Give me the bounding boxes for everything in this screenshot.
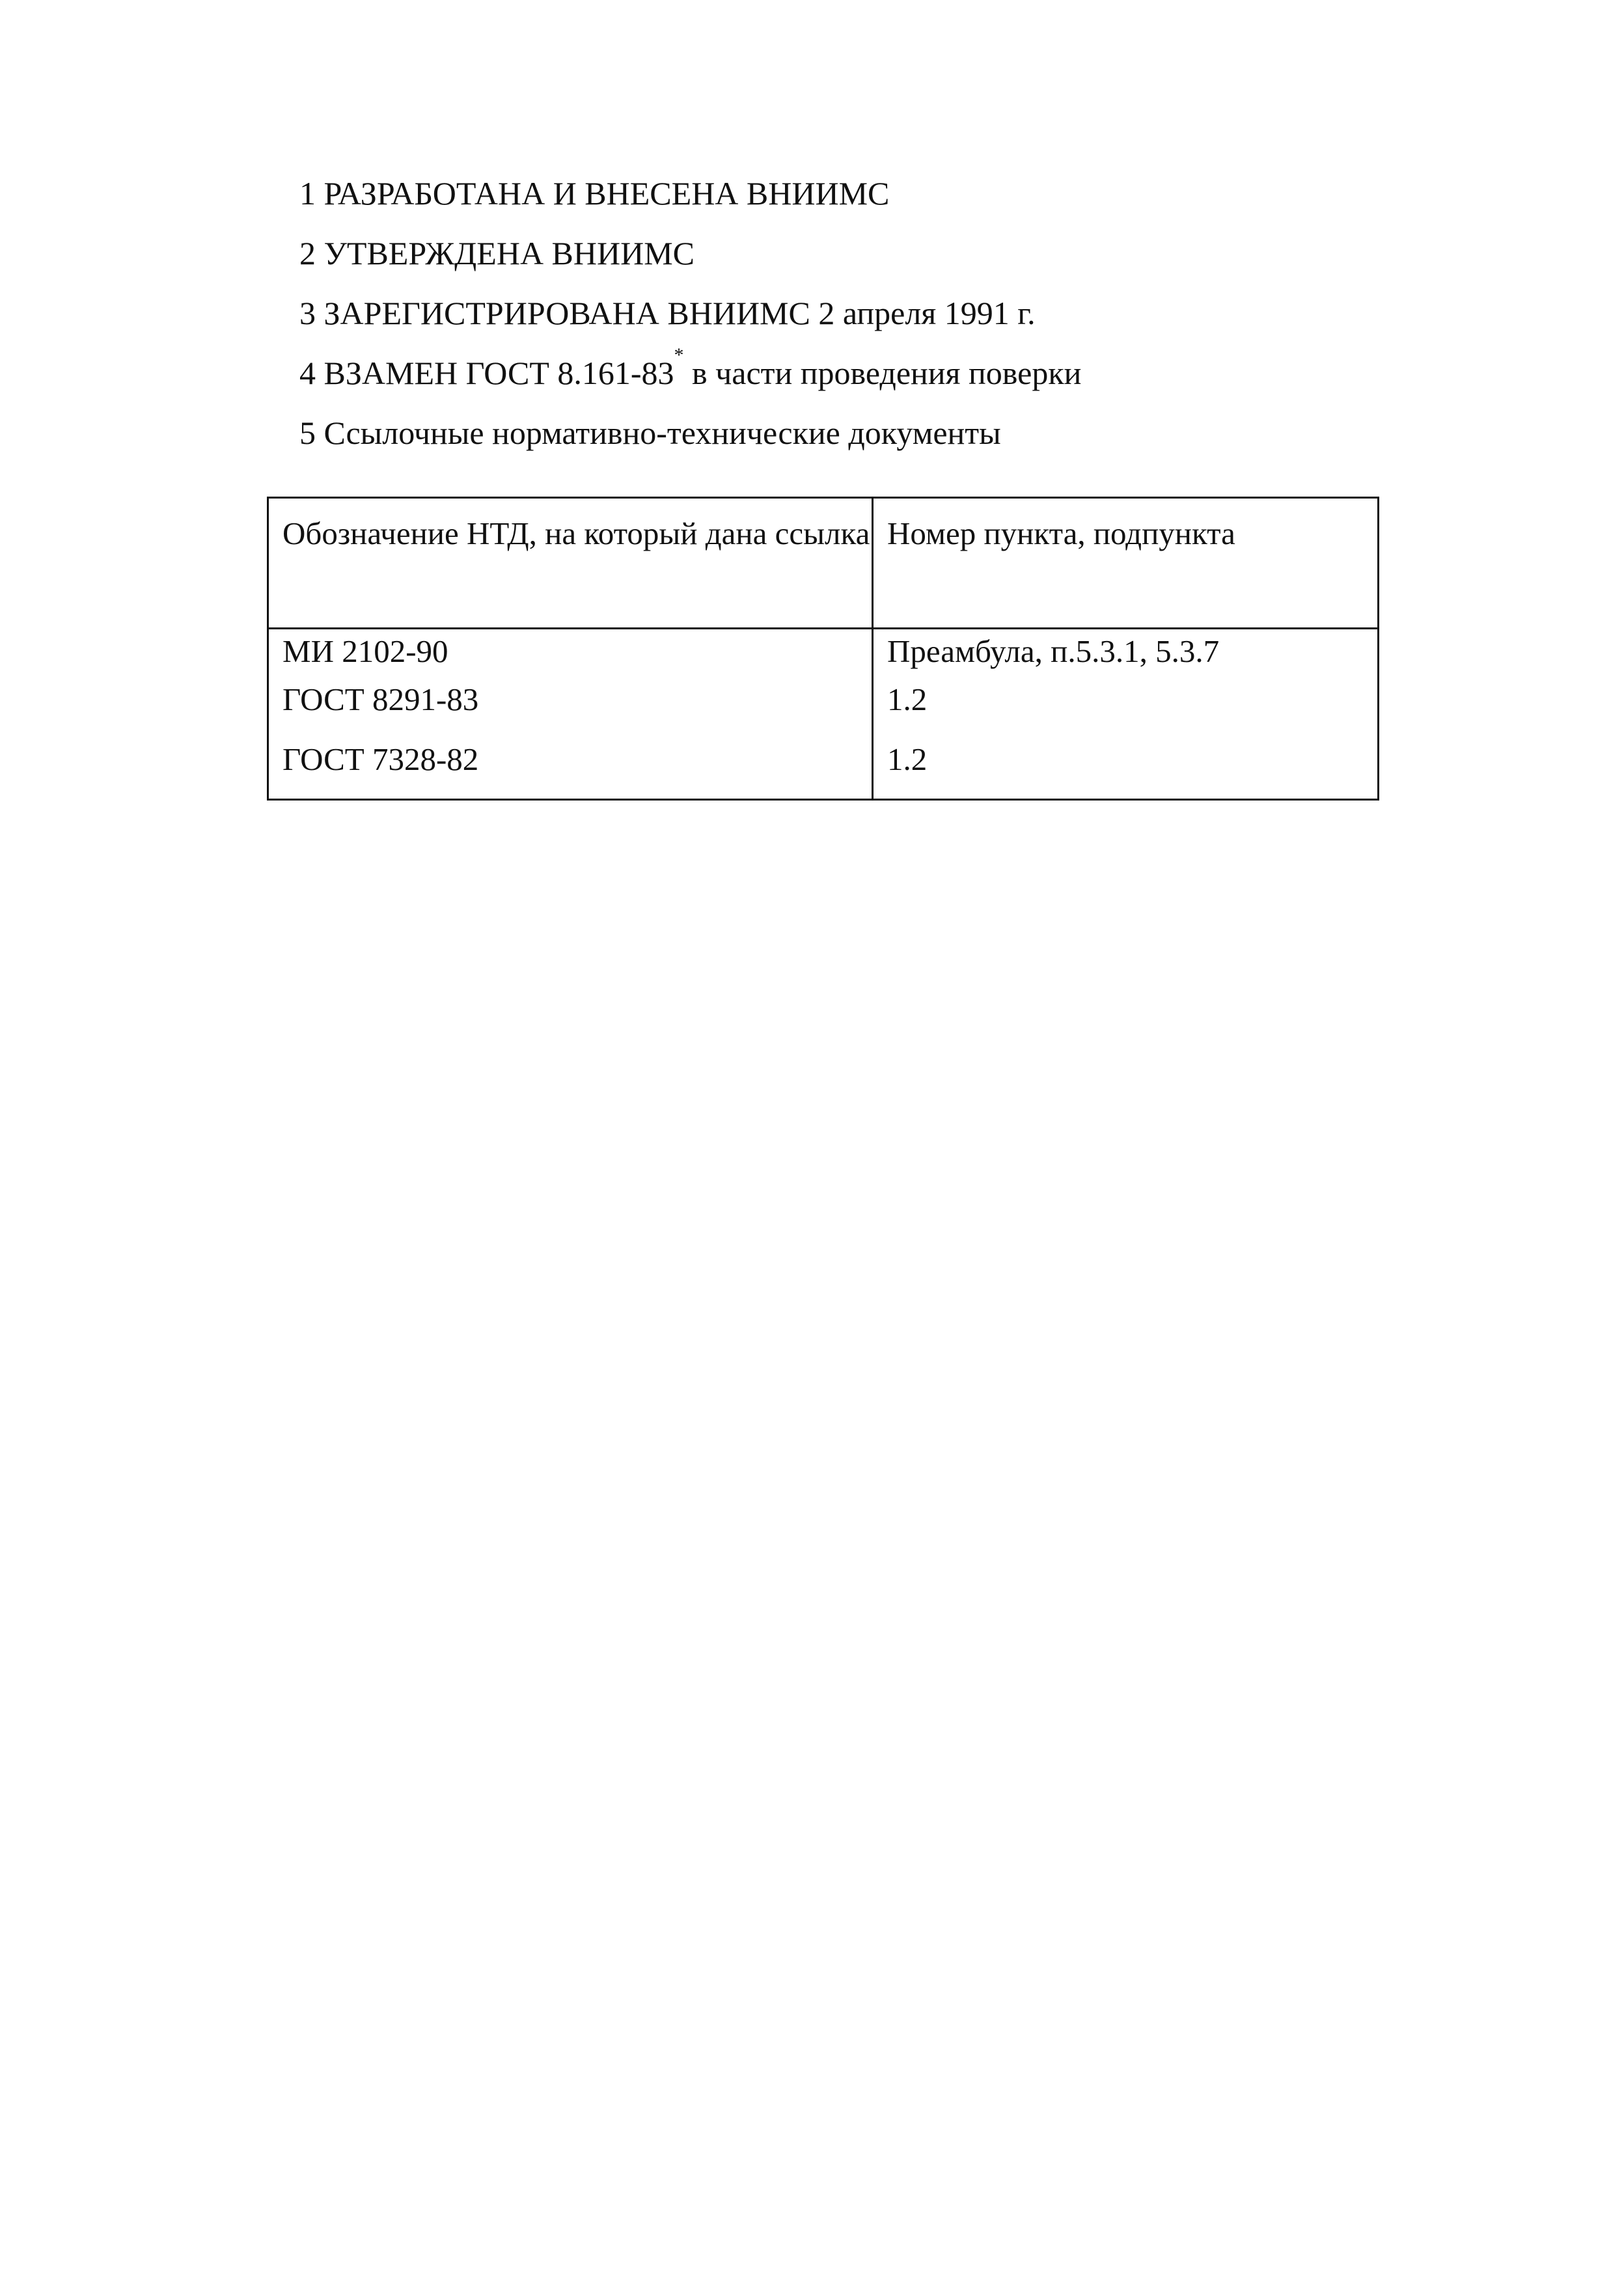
footnote-mark: * bbox=[674, 344, 684, 366]
table-cell-doc: ГОСТ 8291-83 bbox=[282, 681, 479, 717]
document-info-list bbox=[299, 177, 1406, 476]
info-item-approved: 2 УТВЕРЖДЕНА ВНИИМС bbox=[299, 235, 695, 271]
references-table bbox=[267, 497, 1379, 801]
table-cell-clause: 1.2 bbox=[887, 681, 928, 717]
info-item-registered: 3 ЗАРЕГИСТРИРОВАНА ВНИИМС 2 апреля 1991 г. bbox=[299, 295, 1036, 331]
table-cell-doc: ГОСТ 7328-82 bbox=[282, 741, 479, 777]
doc-designation-column bbox=[268, 629, 873, 800]
replaces-text: 4 ВЗАМЕН ГОСТ 8.161-83 bbox=[299, 355, 674, 391]
clause-number-column bbox=[873, 629, 1379, 800]
info-item-developed: 1 РАЗРАБОТАНА И ВНЕСЕНА ВНИИМС bbox=[299, 175, 890, 212]
table-cell-doc: МИ 2102-90 bbox=[282, 633, 448, 669]
table-header-row bbox=[268, 498, 1379, 629]
table-cell-clause: Преамбула, п.5.3.1, 5.3.7 bbox=[887, 633, 1220, 669]
info-item-replaces bbox=[299, 344, 1406, 391]
info-item-references: 5 Ссылочные нормативно-технические документы bbox=[299, 415, 1001, 451]
table-cell-clause: 1.2 bbox=[887, 741, 928, 777]
header-doc-designation: Обозначение НТД, на который дана ссылка bbox=[268, 498, 873, 629]
table-row bbox=[268, 629, 1379, 800]
header-clause-number: Номер пункта, подпункта bbox=[873, 498, 1379, 629]
replaces-scope-text: в части проведения поверки bbox=[683, 355, 1082, 391]
